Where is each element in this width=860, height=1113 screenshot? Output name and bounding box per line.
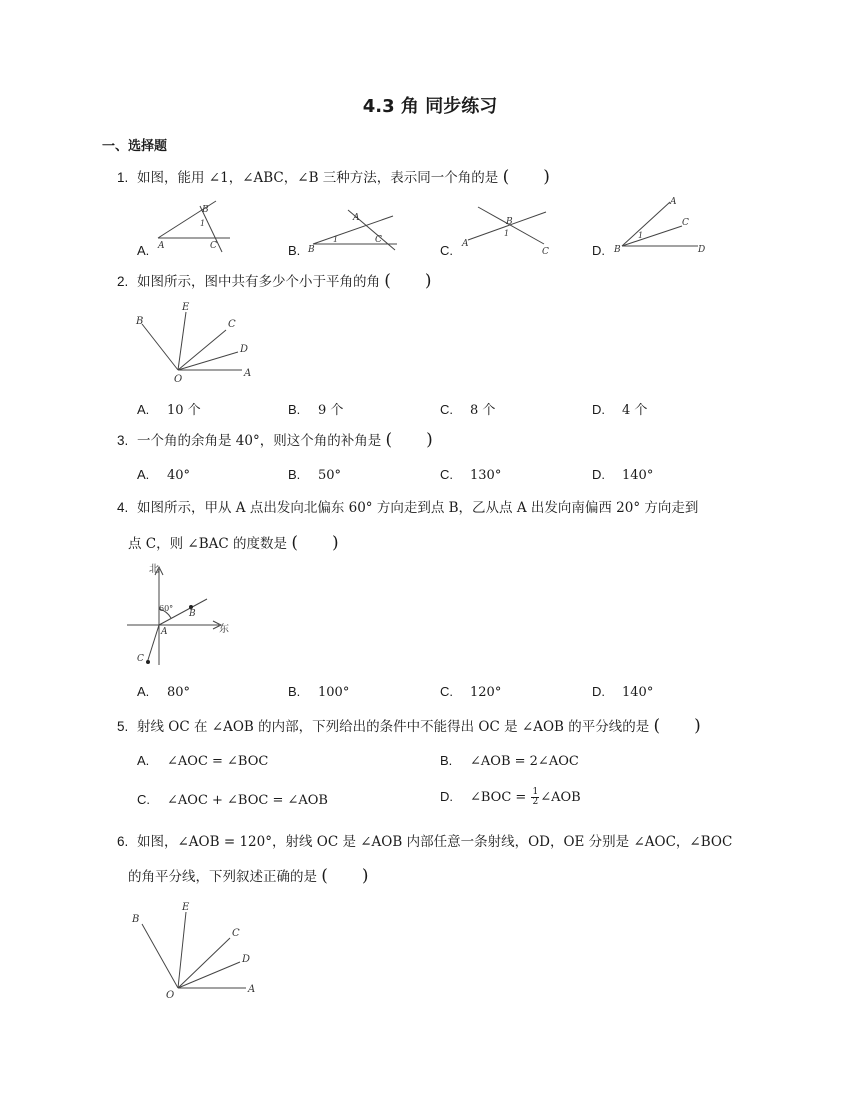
answer-blank: ( )	[653, 716, 701, 736]
option-c[interactable]: C.	[440, 243, 453, 258]
q1-figure-b	[303, 208, 403, 254]
option-d[interactable]: D. 140°	[592, 467, 654, 483]
label: C	[137, 654, 144, 664]
question-text: 如图，能用 ∠1，∠ABC，∠B 三种方法，表示同一个角的是	[137, 170, 499, 186]
question-text: 一个角的余角是 40°，则这个角的补角是	[137, 433, 382, 449]
label: C	[375, 235, 382, 245]
question-5	[117, 715, 701, 738]
label: D	[242, 954, 251, 965]
label: D	[698, 245, 706, 255]
label: C	[210, 241, 217, 251]
q6-figure	[128, 900, 268, 1000]
question-number: 4.	[117, 500, 129, 515]
option-a[interactable]: A.	[137, 243, 150, 258]
label: C	[542, 247, 549, 257]
question-text: 的角平分线，下列叙述正确的是	[128, 869, 317, 885]
answer-blank: ( )	[385, 430, 433, 450]
q1-figure-d	[612, 194, 712, 254]
question-text: 射线 OC 在 ∠AOB 的内部，下列给出的条件中不能得出 OC 是 ∠AOB 的平分线的是	[137, 719, 650, 735]
option-a[interactable]: A. 10 个	[137, 402, 201, 418]
label: B	[136, 316, 144, 327]
page-title: 4.3 角 同步练习	[362, 96, 498, 117]
q2-figure	[132, 300, 262, 386]
east-label: 东	[219, 624, 229, 635]
question-text: 如图所示，图中共有多少个小于平角的角	[137, 274, 380, 290]
label: O	[166, 990, 175, 1001]
label: A	[670, 197, 677, 207]
label: C	[232, 928, 240, 939]
question-number: 6.	[117, 834, 129, 849]
option-d[interactable]: D.	[592, 243, 605, 258]
option-b[interactable]: B. 100°	[288, 684, 350, 700]
option-b[interactable]: B. ∠AOB = 2∠AOC	[440, 753, 579, 769]
q4-compass-figure	[125, 563, 235, 673]
fraction: $\frac{1}{2}$	[532, 787, 539, 807]
label: 1	[333, 235, 339, 244]
question-1	[117, 166, 550, 189]
option-b[interactable]: B.	[288, 243, 301, 258]
label: A	[248, 984, 256, 995]
label: B	[132, 914, 140, 925]
label: B	[308, 245, 315, 255]
label: B	[189, 609, 196, 619]
option-a[interactable]: A. 40°	[137, 467, 191, 483]
label: 1	[638, 231, 644, 240]
question-number: 2.	[117, 274, 129, 289]
label: 1	[200, 219, 206, 228]
question-text: 如图，∠AOB = 120°，射线 OC 是 ∠AOB 内部任意一条射线，OD，OE 分别是 ∠AOC，∠BOC	[137, 834, 733, 850]
question-3	[117, 429, 433, 452]
option-d[interactable]: D. 4 个	[592, 402, 648, 418]
option-b[interactable]: B. 9 个	[288, 402, 344, 418]
question-2	[117, 270, 432, 293]
option-d[interactable]: D. 140°	[592, 684, 654, 700]
label: B	[202, 205, 209, 215]
answer-blank: ( )	[502, 167, 550, 187]
question-6	[117, 831, 732, 853]
label: C	[228, 319, 236, 330]
question-number: 5.	[117, 719, 129, 734]
question-number: 3.	[117, 433, 129, 448]
question-text: 如图所示，甲从 A 点出发向北偏东 60° 方向走到点 B，乙从点 A 出发向南偏西 20° 方向走到	[137, 500, 699, 516]
label: B	[506, 217, 513, 227]
question-text: 点 C，则 ∠BAC 的度数是	[128, 536, 288, 552]
label: A	[158, 241, 165, 251]
answer-blank: ( )	[291, 533, 339, 553]
question-number: 1.	[117, 170, 129, 185]
option-a[interactable]: A. 80°	[137, 684, 191, 700]
label: A	[244, 368, 252, 379]
label: C	[682, 218, 689, 228]
option-d[interactable]: D. ∠BOC = $\frac{1}{2}$ ∠AOB	[440, 787, 581, 807]
label: O	[174, 374, 183, 385]
point-c	[146, 660, 150, 664]
label: B	[614, 245, 621, 255]
label: D	[240, 344, 249, 355]
label: A	[462, 239, 469, 249]
question-6-continued	[128, 865, 369, 888]
q1-figure-a	[150, 198, 240, 254]
option-b[interactable]: B. 50°	[288, 467, 342, 483]
label: E	[182, 902, 190, 913]
label: A	[161, 627, 168, 637]
option-c[interactable]: C. 130°	[440, 467, 502, 483]
q1-figure-c	[458, 204, 558, 256]
angle-label: 60°	[159, 604, 174, 613]
label: A	[353, 213, 360, 223]
label: E	[182, 302, 190, 313]
option-c[interactable]: C. 8 个	[440, 402, 496, 418]
option-c[interactable]: C. ∠AOC + ∠BOC = ∠AOB	[137, 792, 328, 808]
north-label: 北	[149, 564, 159, 575]
option-a[interactable]: A. ∠AOC = ∠BOC	[137, 753, 269, 769]
section-heading: 一、选择题	[102, 139, 168, 154]
question-4	[117, 497, 698, 519]
label: 1	[504, 229, 510, 238]
question-4-continued	[128, 532, 339, 555]
answer-blank: ( )	[384, 271, 432, 291]
option-c[interactable]: C. 120°	[440, 684, 502, 700]
answer-blank: ( )	[321, 866, 369, 886]
